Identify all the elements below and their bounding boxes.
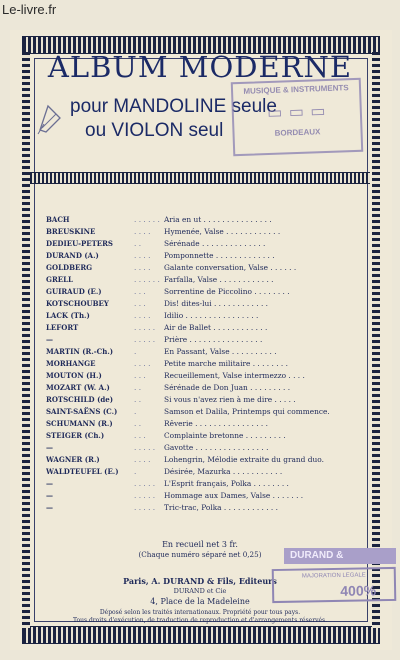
piece-title: Sorrentine de Piccolino . . . . . . . . (164, 287, 290, 296)
list-item (46, 322, 356, 334)
piece-title: Petite marche militaire . . . . . . . . (164, 359, 288, 368)
composer-name: DEDIEU-PETERS (46, 239, 113, 248)
list-item (46, 358, 356, 370)
piece-title: Rêverie . . . . . . . . . . . . . . . . (164, 419, 268, 428)
list-item (46, 382, 356, 394)
piece-title: Farfalla, Valse . . . . . . . . . . . . (164, 275, 274, 284)
ornamental-border-bottom (22, 626, 380, 644)
price-increase-stamp (272, 567, 397, 603)
composer-name: BACH (46, 215, 70, 224)
leader-dots: . . (134, 395, 142, 404)
piece-title: Galante conversation, Valse . . . . . . (164, 263, 297, 272)
leader-dots: . . . . (134, 311, 151, 320)
ornamental-divider (30, 172, 370, 184)
leader-dots: . . . (134, 287, 146, 296)
piece-title: Idilio . . . . . . . . . . . . . . . . (164, 311, 259, 320)
piece-title: Si vous n'avez rien à me dire . . . . . (164, 395, 296, 404)
leader-dots: . . . . . . (134, 275, 160, 284)
composer-name: LACK (Th.) (46, 311, 90, 320)
composer-name: — (46, 443, 53, 452)
piece-title: Air de Ballet . . . . . . . . . . . . (164, 323, 268, 332)
publisher-successor: DURAND et Cie (173, 587, 227, 595)
site-watermark: Le-livre.fr (2, 2, 57, 17)
list-item (46, 286, 356, 298)
piece-title: Prière . . . . . . . . . . . . . . . . (164, 335, 263, 344)
leader-dots: . . . . (134, 263, 151, 272)
composer-name: — (46, 335, 53, 344)
album-title: ALBUM MODERNE (47, 50, 353, 84)
leader-dots: . (134, 347, 137, 356)
list-item (46, 370, 356, 382)
subtitle-mandoline: pour MANDOLINE seule (70, 96, 277, 117)
subtitle-violon: ou VIOLON seul (85, 120, 224, 141)
piece-title: Hommage aux Dames, Valse . . . . . . . (164, 491, 304, 500)
list-item (46, 418, 356, 430)
list-item (46, 262, 356, 274)
composer-name: KOTSCHOUBEY (46, 299, 109, 308)
composer-name: MORHANGE (46, 359, 96, 368)
list-item (46, 226, 356, 238)
composer-name: GRELL (46, 275, 73, 284)
piece-title: Sérénade . . . . . . . . . . . . . . (164, 239, 266, 248)
list-item (46, 394, 356, 406)
leader-dots: . . . . (134, 359, 151, 368)
works-list (46, 214, 356, 514)
piece-title: Aria en ut . . . . . . . . . . . . . . . (164, 215, 272, 224)
dealer-stamp-mark: ▭ ▭ ▭ (266, 102, 327, 123)
leader-dots: . . . . . (134, 443, 156, 452)
price-line: En recueil net 3 fr. (162, 540, 238, 549)
composer-name: SAINT-SAËNS (C.) (46, 407, 118, 416)
leader-dots: . . (134, 383, 142, 392)
publisher-address: 4, Place de la Madeleine (150, 597, 250, 606)
leader-dots: . . . . (134, 251, 151, 260)
list-item (46, 502, 356, 514)
piece-title: L'Esprit français, Polka . . . . . . . . (164, 479, 289, 488)
composer-name: SCHUMANN (R.) (46, 419, 113, 428)
list-item (46, 238, 356, 250)
price-note: (Chaque numéro séparé net 0,25) (138, 550, 262, 559)
piece-title: Tric-trac, Polka . . . . . . . . . . . . (164, 503, 278, 512)
handwritten-mark-icon (34, 100, 64, 136)
leader-dots: . (134, 467, 137, 476)
leader-dots: . . (134, 239, 142, 248)
composer-name: MOUTON (H.) (46, 371, 102, 380)
list-item (46, 334, 356, 346)
piece-title: Dis! dites-lui . . . . . . . . . . . . (164, 299, 268, 308)
list-item (46, 310, 356, 322)
piece-title: En Passant, Valse . . . . . . . . . . (164, 347, 277, 356)
list-item (46, 466, 356, 478)
leader-dots: . . . . . (134, 323, 156, 332)
leader-dots: . . . . . (134, 503, 156, 512)
dealer-stamp-line1: MUSIQUE & INSTRUMENTS (243, 83, 349, 96)
composer-name: DURAND (A.) (46, 251, 99, 260)
composer-name: MOZART (W. A.) (46, 383, 110, 392)
piece-title: Recueillement, Valse intermezzo . . . . (164, 371, 305, 380)
piece-title: Complainte bretonne . . . . . . . . . (164, 431, 286, 440)
piece-title: Pomponnette . . . . . . . . . . . . . (164, 251, 275, 260)
composer-name: WALDTEUFEL (E.) (46, 467, 119, 476)
dealer-stamp (231, 78, 364, 156)
composer-name: ROTSCHILD (de) (46, 395, 114, 404)
composer-name: BREUSKINE (46, 227, 96, 236)
list-item (46, 478, 356, 490)
list-item (46, 490, 356, 502)
leader-dots: . . . . (134, 455, 151, 464)
piece-title: Samson et Dalila, Printemps qui commence. (164, 407, 330, 416)
composer-name: — (46, 503, 53, 512)
leader-dots: . . . . . (134, 335, 156, 344)
legal-notice-2: Tous droits d'exécution, de traduction de reproduction et d'arrangements réservés. (72, 617, 328, 624)
piece-title: Désirée, Mazurka . . . . . . . . . . . (164, 467, 283, 476)
legal-notice-1: Déposé selon les traités internationaux. Propriété pour tous pays. (99, 609, 301, 616)
list-item (46, 430, 356, 442)
list-item (46, 442, 356, 454)
piece-title: Sérénade de Don Juan . . . . . . . . . (164, 383, 291, 392)
composer-name: — (46, 479, 53, 488)
piece-title: Hymenée, Valse . . . . . . . . . . . . (164, 227, 281, 236)
price-increase-value: 400% (340, 582, 377, 599)
piece-title: Lohengrin, Mélodie extraite du grand duo. (164, 455, 324, 464)
leader-dots: . . . (134, 371, 146, 380)
price-increase-label: MAJORATION LEGALE (301, 572, 366, 580)
list-item (46, 346, 356, 358)
composer-name: GUIRAUD (E.) (46, 287, 102, 296)
composer-name: MARTIN (R.-Ch.) (46, 347, 114, 356)
composer-name: GOLDBERG (46, 263, 93, 272)
publisher-name: Paris, A. DURAND & Fils, Editeurs (123, 576, 277, 586)
list-item (46, 454, 356, 466)
list-item (46, 406, 356, 418)
composer-name: — (46, 491, 53, 500)
durand-stamp: DURAND & (284, 548, 396, 564)
dealer-stamp-city: BORDEAUX (274, 127, 321, 138)
leader-dots: . (134, 407, 137, 416)
composer-name: WAGNER (R.) (46, 455, 100, 464)
leader-dots: . . (134, 419, 142, 428)
piece-title: Gavotte . . . . . . . . . . . . . . . . (164, 443, 269, 452)
list-item (46, 274, 356, 286)
leader-dots: . . . (134, 299, 146, 308)
leader-dots: . . . (134, 431, 146, 440)
list-item (46, 214, 356, 226)
list-item (46, 298, 356, 310)
leader-dots: . . . . . . (134, 215, 160, 224)
leader-dots: . . . . (134, 227, 151, 236)
leader-dots: . . . . . (134, 479, 156, 488)
composer-name: LEFORT (46, 323, 79, 332)
list-item (46, 250, 356, 262)
leader-dots: . . . . . (134, 491, 156, 500)
composer-name: STEIGER (Ch.) (46, 431, 105, 440)
